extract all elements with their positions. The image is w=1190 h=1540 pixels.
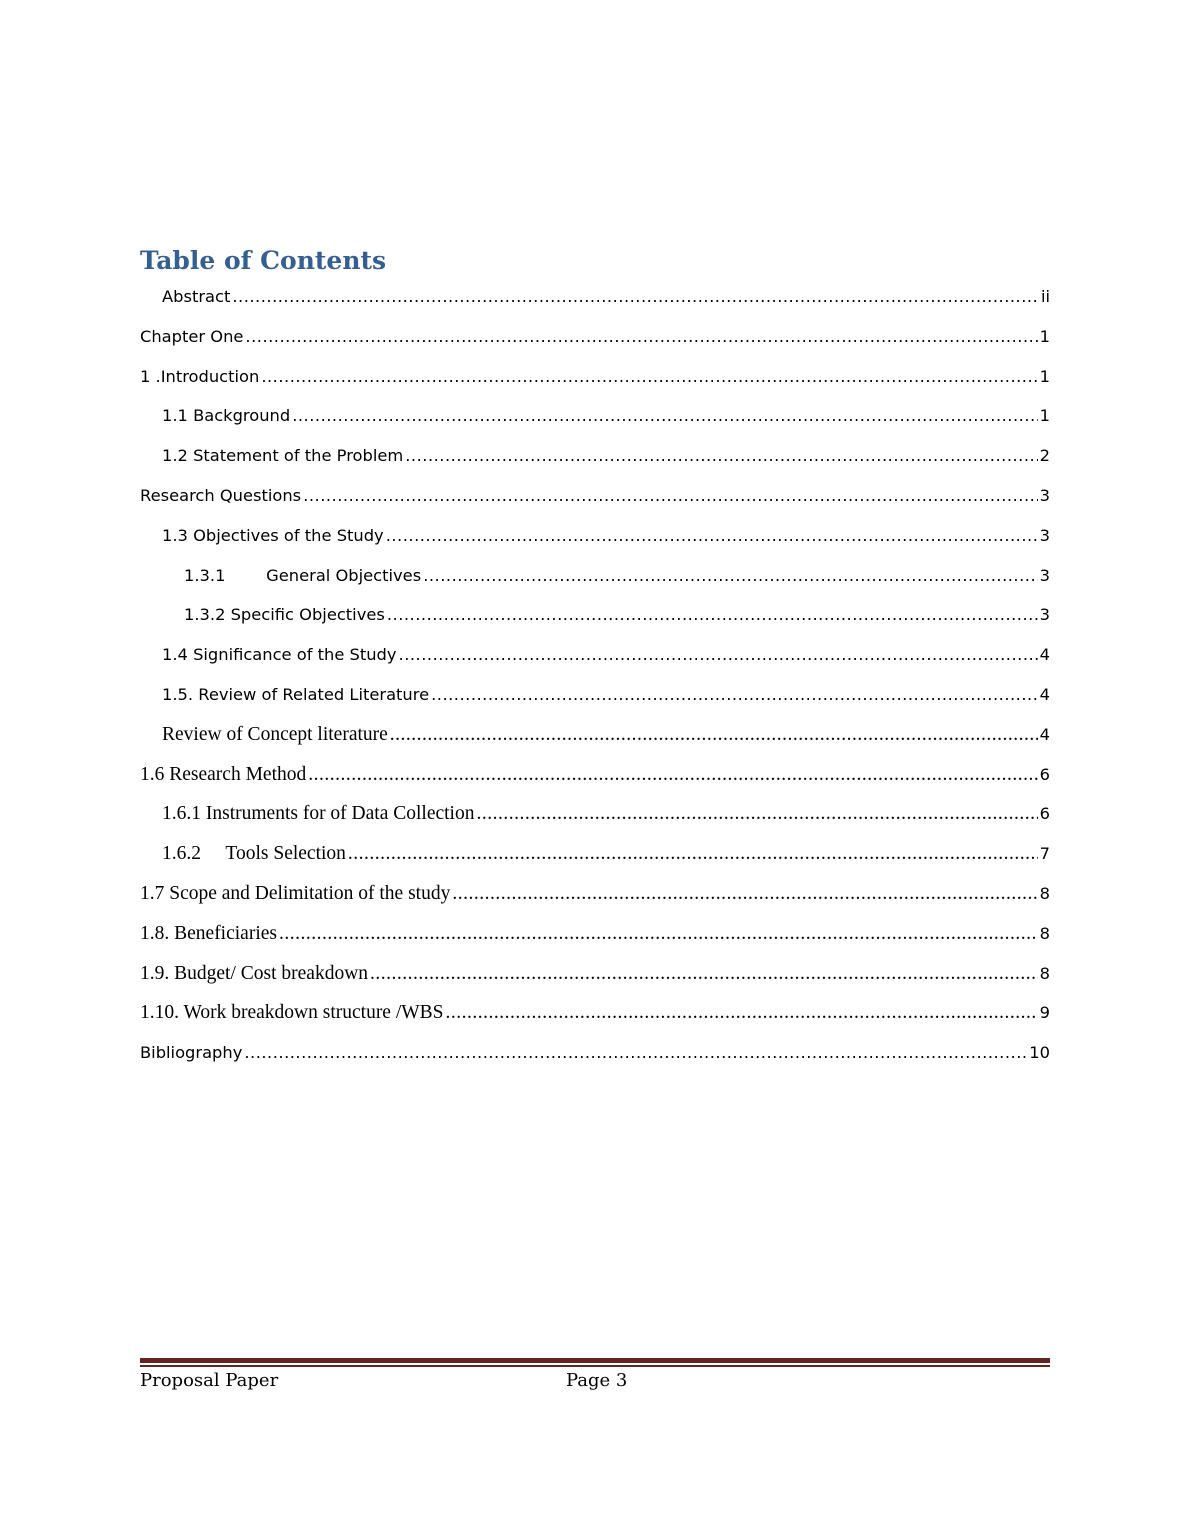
dot-leader	[308, 755, 1037, 795]
toc-entry-page: 8	[1039, 883, 1050, 903]
footer-page-number: Page 3	[566, 1370, 628, 1391]
toc-entry-page: 4	[1039, 684, 1050, 704]
toc-entry-label: 1.8. Beneficiaries	[140, 922, 277, 944]
table-of-contents	[140, 277, 1050, 1073]
toc-entry-label: 1.3.2 Specific Objectives	[184, 605, 385, 625]
toc-entry-page: 6	[1039, 804, 1050, 824]
toc-entry-page: 1	[1039, 366, 1050, 386]
toc-entry-label: 1.6.1 Instruments for of Data Collection	[162, 803, 475, 825]
toc-entry-number: 1.3.1	[184, 565, 226, 585]
dot-leader	[452, 874, 1037, 914]
toc-entry-page: 8	[1039, 963, 1050, 983]
toc-entry-instruments-data-collection[interactable]	[140, 794, 1050, 834]
toc-entry-budget-breakdown[interactable]	[140, 954, 1050, 994]
toc-entry-specific-objectives[interactable]	[140, 595, 1050, 635]
toc-entry-label: 1.4 Significance of the Study	[162, 645, 397, 665]
toc-entry-label: 1.1 Background	[162, 406, 291, 426]
dot-leader	[279, 914, 1038, 954]
toc-entry-label: Abstract	[162, 287, 231, 306]
toc-entry-scope-delimitation[interactable]	[140, 874, 1050, 914]
dot-leader	[303, 476, 1037, 516]
dot-leader	[405, 436, 1037, 476]
toc-entry-page: 6	[1039, 764, 1050, 784]
toc-entry-label: Research Questions	[140, 485, 302, 505]
toc-entry-label: Review of Concept literature	[162, 723, 388, 745]
toc-entry-chapter-one[interactable]	[140, 317, 1050, 357]
toc-entry-label: 1.3 Objectives of the Study	[162, 525, 384, 545]
dot-leader	[348, 834, 1038, 874]
toc-entry-label: 1.9. Budget/ Cost breakdown	[140, 962, 369, 984]
toc-entry-background[interactable]	[140, 396, 1050, 436]
toc-entry-page: 4	[1039, 724, 1050, 744]
toc-entry-label: 1 .Introduction	[140, 366, 260, 386]
toc-entry-beneficiaries[interactable]	[140, 914, 1050, 954]
toc-entry-label: 1.6 Research Method	[140, 763, 307, 785]
toc-entry-page: 3	[1039, 485, 1050, 505]
toc-entry-page: 2	[1039, 446, 1050, 466]
toc-entry-page: 8	[1039, 923, 1050, 943]
toc-entry-general-objectives[interactable]	[140, 556, 1050, 596]
toc-entry-label: 1.5. Review of Related Literature	[162, 684, 430, 704]
dot-leader	[423, 556, 1037, 596]
dot-leader	[399, 635, 1038, 675]
dot-leader	[446, 993, 1038, 1033]
toc-entry-review-concept-literature[interactable]	[140, 715, 1050, 755]
toc-entry-abstract[interactable]	[140, 277, 1050, 317]
dot-leader	[292, 396, 1037, 436]
footer-rule-thin	[140, 1365, 1050, 1367]
toc-entry-label: Chapter One	[140, 326, 244, 346]
toc-entry-label: General Objectives	[266, 565, 422, 585]
toc-entry-research-method[interactable]	[140, 755, 1050, 795]
toc-entry-review-related-literature[interactable]	[140, 675, 1050, 715]
toc-entry-page: 3	[1039, 525, 1050, 545]
toc-entry-page: ii	[1040, 287, 1050, 306]
toc-entry-page: 9	[1039, 1003, 1050, 1023]
toc-entry-page: 3	[1039, 565, 1050, 585]
toc-entry-label: 1.7 Scope and Delimitation of the study	[140, 882, 451, 904]
toc-entry-page: 3	[1039, 605, 1050, 625]
dot-leader	[390, 715, 1038, 755]
toc-entry-tools-selection[interactable]	[140, 834, 1050, 874]
dot-leader	[431, 675, 1038, 715]
dot-leader	[387, 595, 1038, 635]
dot-leader	[244, 1033, 1027, 1073]
toc-entry-page: 1	[1039, 406, 1050, 426]
dot-leader	[386, 516, 1038, 556]
dot-leader	[476, 794, 1037, 834]
toc-entry-page: 1	[1039, 326, 1050, 346]
toc-entry-label: 1.10. Work breakdown structure /WBS	[140, 1002, 444, 1024]
toc-entry-significance[interactable]	[140, 635, 1050, 675]
toc-entry-bibliography[interactable]	[140, 1033, 1050, 1073]
toc-entry-objectives[interactable]	[140, 516, 1050, 556]
toc-entry-label: Bibliography	[140, 1043, 243, 1063]
toc-entry-page: 7	[1039, 844, 1050, 864]
toc-entry-label: 1.2 Statement of the Problem	[162, 446, 404, 466]
toc-entry-statement-of-problem[interactable]	[140, 436, 1050, 476]
toc-entry-label: Tools Selection	[225, 843, 346, 865]
footer-document-title: Proposal Paper	[140, 1370, 279, 1391]
toc-entry-work-breakdown-structure[interactable]	[140, 993, 1050, 1033]
toc-entry-introduction[interactable]	[140, 357, 1050, 397]
dot-leader	[232, 277, 1039, 317]
toc-entry-number: 1.6.2	[162, 843, 201, 865]
toc-entry-page: 4	[1039, 645, 1050, 665]
dot-leader	[370, 954, 1038, 994]
toc-entry-research-questions[interactable]	[140, 476, 1050, 516]
dot-leader	[245, 317, 1037, 357]
dot-leader	[261, 357, 1037, 397]
toc-heading: Table of Contents	[140, 246, 387, 275]
footer-rule-thick	[140, 1358, 1050, 1363]
toc-entry-page: 10	[1029, 1043, 1050, 1063]
